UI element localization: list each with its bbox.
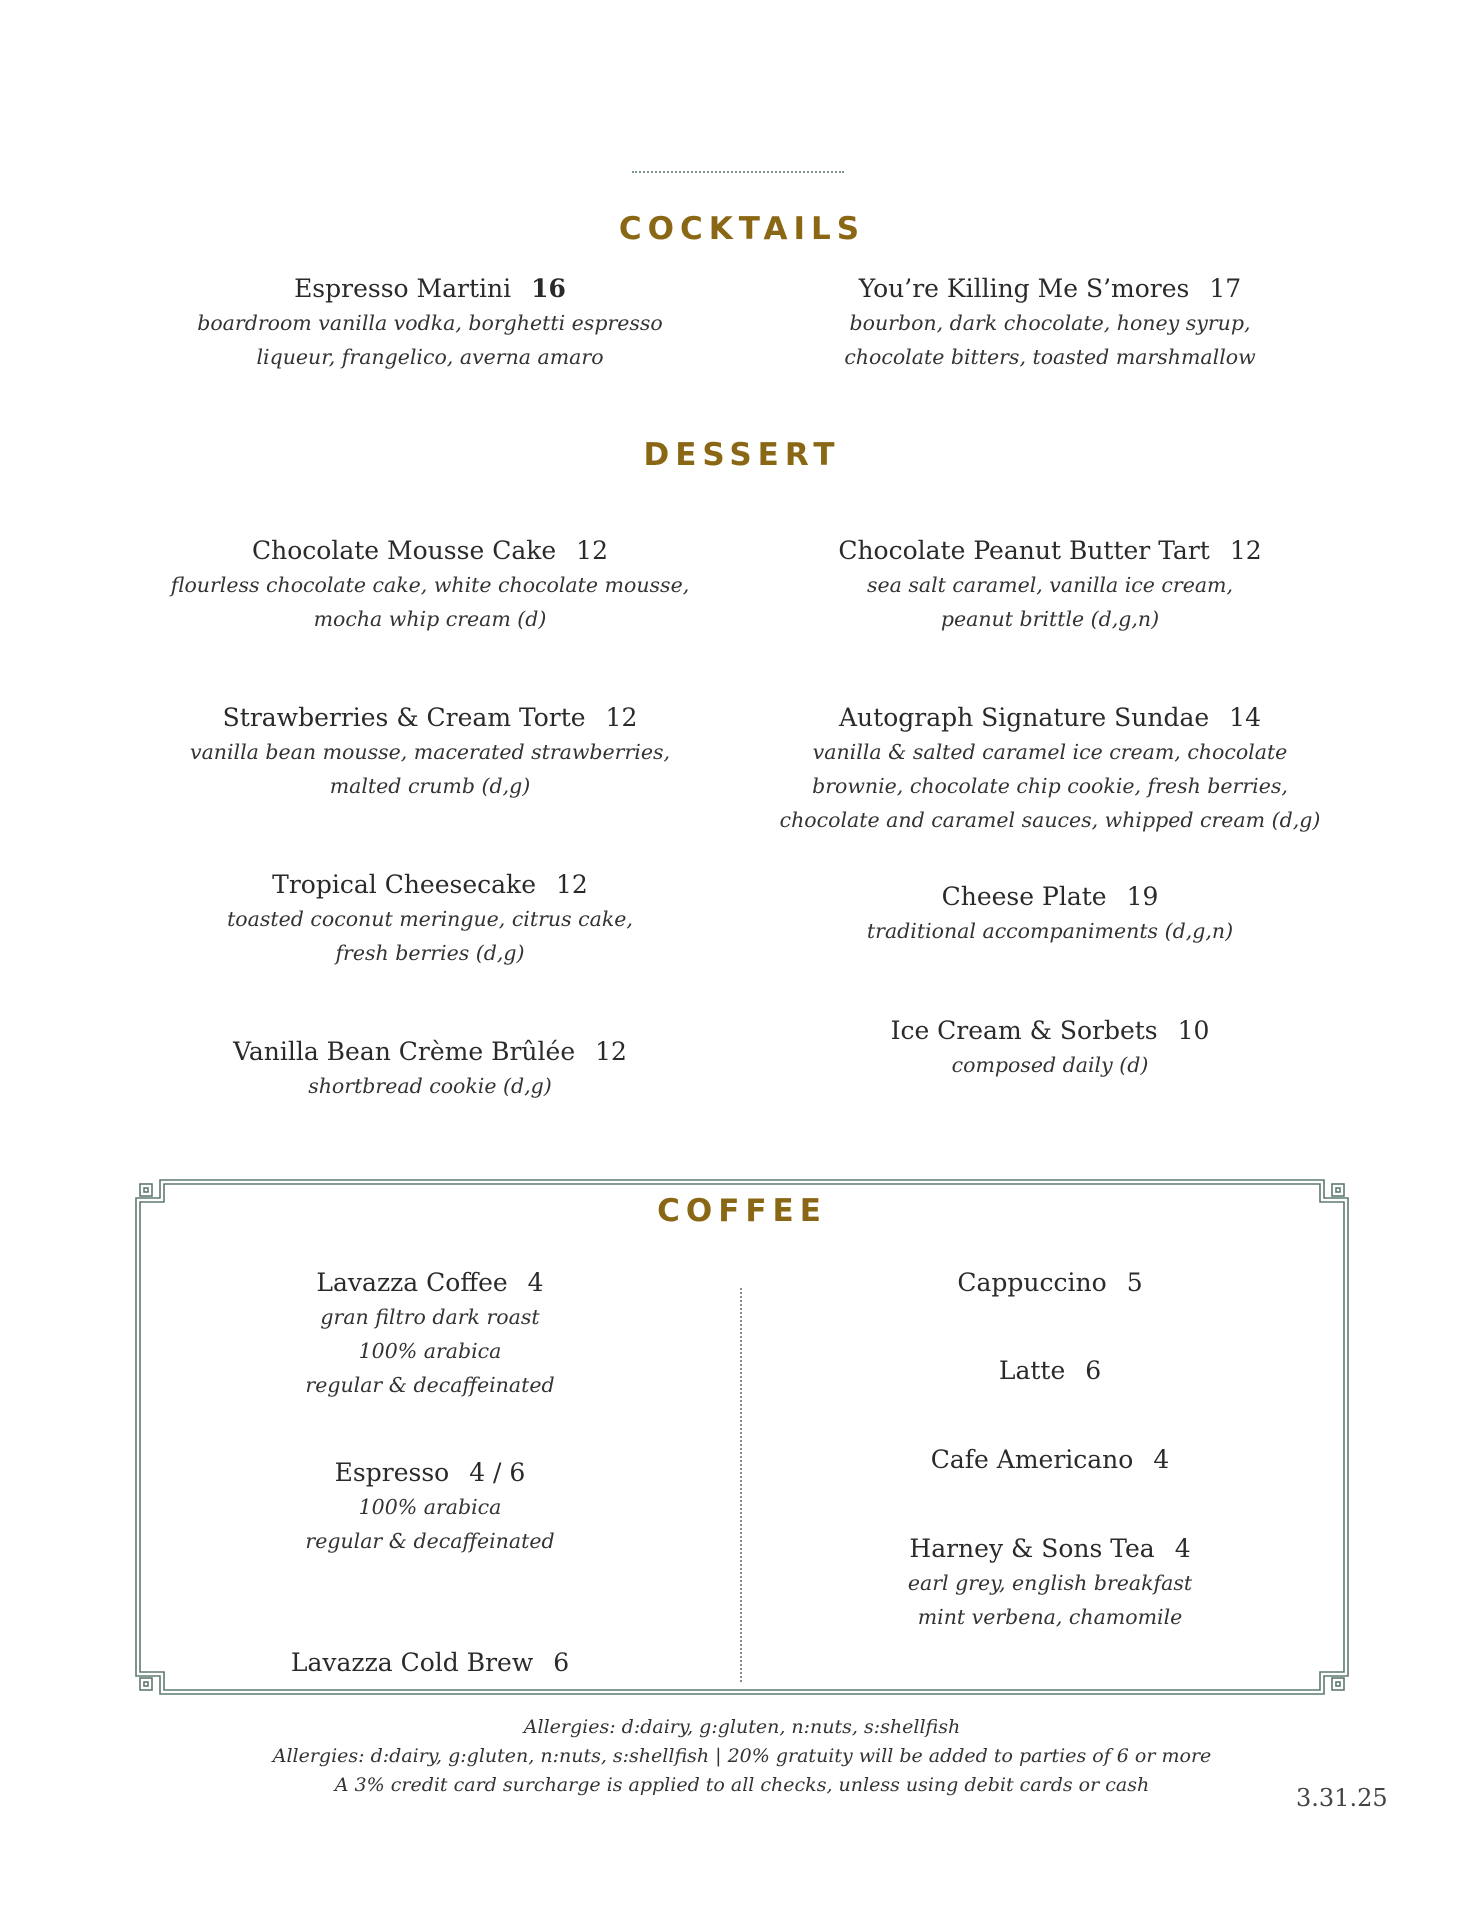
menu-item-espresso-martini: [140, 272, 720, 374]
menu-item-tropical-cheesecake: [140, 868, 720, 970]
menu-item-cappuccino: [760, 1266, 1340, 1300]
menu-item-smores: [760, 272, 1340, 374]
menu-date: 3.31.25: [1296, 1784, 1388, 1812]
item-description: vanilla & salted caramel ice cream, chocolate: [812, 740, 1288, 764]
item-description: flourless chocolate cake, white chocolate mousse,: [170, 573, 690, 597]
column-divider: [740, 1288, 742, 1682]
item-name: Latte: [998, 1356, 1066, 1385]
item-description: 100% arabica: [358, 1339, 502, 1363]
item-price: 12: [605, 703, 638, 732]
menu-item-espresso: [140, 1456, 720, 1558]
menu-item-peanut-butter-tart: [760, 534, 1340, 636]
item-description: boardroom vanilla vodka, borghetti espresso: [197, 311, 663, 335]
item-description: chocolate and caramel sauces, whipped cream (d,g): [779, 808, 1321, 832]
item-description: mint verbena, chamomile: [917, 1605, 1183, 1629]
item-description: 100% arabica: [358, 1495, 502, 1519]
allergy-note: Allergies: d:dairy, g:gluten, n:nuts, s:shellfish: [523, 1716, 961, 1738]
top-dotted-rule: [632, 171, 844, 173]
item-description: brownie, chocolate chip cookie, fresh berries,: [812, 774, 1288, 798]
dessert-heading: DESSERT: [643, 437, 841, 473]
menu-item-harney-sons-tea: [760, 1532, 1340, 1634]
menu-item-cheese-plate: [760, 880, 1340, 948]
item-price: 12: [1229, 536, 1262, 565]
item-description: bourbon, dark chocolate, honey syrup,: [849, 311, 1251, 335]
item-price: 12: [595, 1037, 627, 1066]
item-price: 16: [531, 274, 566, 303]
menu-item-creme-brulee: [140, 1035, 720, 1103]
item-description: mocha whip cream (d): [313, 607, 547, 631]
item-name: Harney & Sons Tea: [909, 1534, 1155, 1563]
item-name: Cafe Americano: [930, 1445, 1134, 1474]
item-price: 12: [576, 536, 608, 565]
item-name: Ice Cream & Sorbets: [890, 1016, 1158, 1045]
menu-item-ice-cream-sorbets: [760, 1014, 1340, 1082]
item-description: traditional accompaniments (d,g,n): [866, 919, 1234, 943]
item-name: Espresso Martini: [294, 274, 512, 303]
item-description: shortbread cookie (d,g): [308, 1074, 552, 1098]
menu-item-latte: [760, 1354, 1340, 1388]
surcharge-note: A 3% credit card surcharge is applied to all checks, unless using debit cards or cash: [334, 1774, 1150, 1796]
item-price: 5: [1126, 1268, 1143, 1297]
item-description: malted crumb (d,g): [329, 774, 531, 798]
menu-item-chocolate-mousse-cake: [140, 534, 720, 636]
item-description: regular & decaffeinated: [305, 1373, 555, 1397]
item-price: 10: [1177, 1016, 1210, 1045]
item-name: You’re Killing Me S’mores: [858, 274, 1190, 303]
menu-item-cafe-americano: [760, 1443, 1340, 1477]
gratuity-note: Allergies: d:dairy, g:gluten, n:nuts, s:shellfish | 20% gratuity will be added to parties of 6 or more: [272, 1745, 1212, 1767]
item-name: Cappuccino: [957, 1268, 1107, 1297]
menu-item-cold-brew: [140, 1646, 720, 1680]
item-description: chocolate bitters, toasted marshmallow: [844, 345, 1256, 369]
item-price: 17: [1209, 274, 1242, 303]
item-name: Chocolate Peanut Butter Tart: [838, 536, 1210, 565]
menu-item-strawberries-cream-torte: [140, 701, 720, 803]
menu-item-signature-sundae: [760, 701, 1340, 837]
item-description: fresh berries (d,g): [335, 941, 525, 965]
menu-item-lavazza-coffee: [140, 1266, 720, 1402]
item-name: Cheese Plate: [941, 882, 1107, 911]
item-description: regular & decaffeinated: [305, 1529, 555, 1553]
item-name: Chocolate Mousse Cake: [252, 536, 557, 565]
item-description: gran filtro dark roast: [320, 1305, 540, 1329]
item-price: 4 / 6: [469, 1458, 526, 1487]
item-description: liqueur, frangelico, averna amaro: [256, 345, 604, 369]
item-price: 4: [1153, 1445, 1170, 1474]
item-name: Autograph Signature Sundae: [839, 703, 1210, 732]
item-description: composed daily (d): [951, 1053, 1149, 1077]
item-name: Espresso: [334, 1458, 450, 1487]
item-price: 14: [1229, 703, 1261, 732]
item-name: Strawberries & Cream Torte: [222, 703, 586, 732]
coffee-heading: COFFEE: [657, 1193, 827, 1229]
item-name: Lavazza Coffee: [316, 1268, 508, 1297]
item-name: Vanilla Bean Crème Brûlée: [233, 1037, 576, 1066]
item-price: 19: [1126, 882, 1159, 911]
item-description: sea salt caramel, vanilla ice cream,: [866, 573, 1234, 597]
item-price: 4: [527, 1268, 544, 1297]
item-description: vanilla bean mousse, macerated strawberries,: [189, 740, 670, 764]
item-price: 6: [553, 1648, 570, 1677]
cocktails-heading: COCKTAILS: [618, 211, 866, 247]
item-description: toasted coconut meringue, citrus cake,: [227, 907, 633, 931]
item-price: 12: [556, 870, 588, 899]
item-name: Lavazza Cold Brew: [290, 1648, 534, 1677]
item-name: Tropical Cheesecake: [272, 870, 536, 899]
item-description: earl grey, english breakfast: [907, 1571, 1193, 1595]
item-description: peanut brittle (d,g,n): [940, 607, 1160, 631]
item-price: 4: [1174, 1534, 1191, 1563]
item-price: 6: [1085, 1356, 1102, 1385]
